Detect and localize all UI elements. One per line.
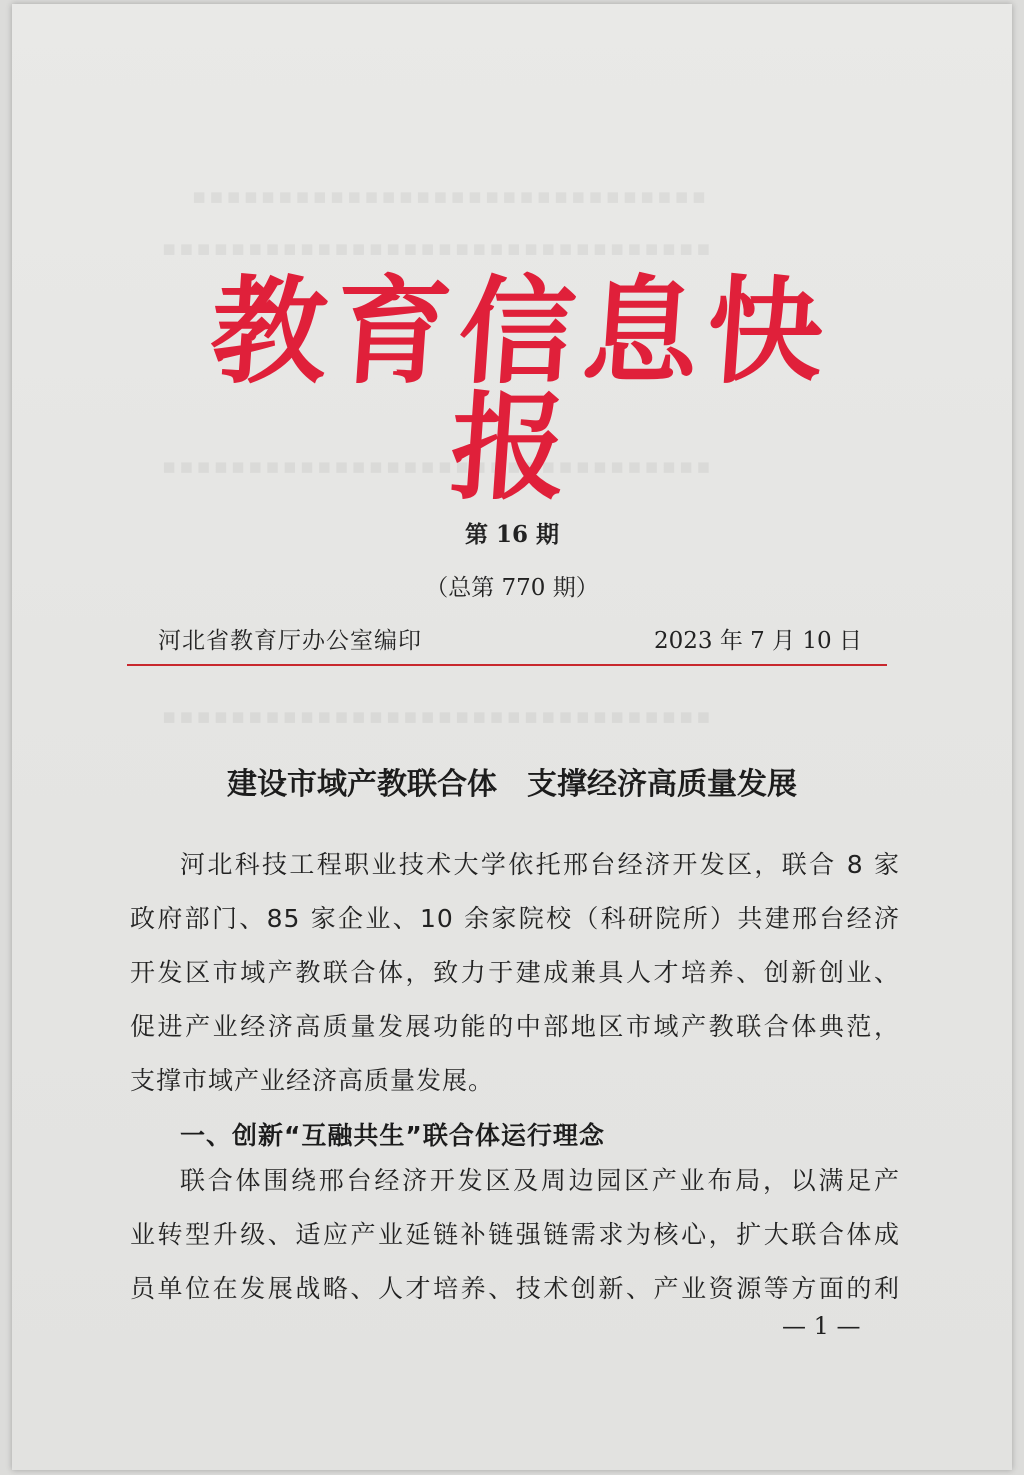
article-headline: 建设市域产教联合体 支撑经济高质量发展	[227, 767, 797, 802]
section-heading: 一、创新“互融共生”联合体运行理念	[180, 1121, 605, 1150]
page-number: — 1 —	[782, 1312, 861, 1340]
masthead-title: 教育信息快报	[206, 264, 836, 516]
paragraph-line: 支撑市域产业经济高质量发展。	[130, 1066, 495, 1095]
bleed-through-line: ▪▪▪▪▪▪▪▪▪▪▪▪▪▪▪▪▪▪▪▪▪▪▪▪▪▪▪▪▪▪▪▪	[162, 236, 714, 260]
bleed-through-line: ▪▪▪▪▪▪▪▪▪▪▪▪▪▪▪▪▪▪▪▪▪▪▪▪▪▪▪▪▪▪	[192, 184, 709, 208]
paragraph-line: 政府部门、85 家企业、10 余家院校（科研院所）共建邢台经济	[130, 904, 900, 933]
publication-date: 2023 年 7 月 10 日	[654, 628, 862, 654]
paragraph-line: 开发区市域产教联合体，致力于建成兼具人才培养、创新创业、	[130, 958, 900, 987]
issue-number: 第 16 期	[464, 521, 560, 548]
paragraph-line: 促进产业经济高质量发展功能的中部地区市域产教联合体典范，	[130, 1012, 900, 1041]
document-page	[12, 4, 1012, 1470]
paragraph-line: 联合体围绕邢台经济开发区及周边园区产业布局，以满足产	[180, 1166, 900, 1195]
paragraph-line: 员单位在发展战略、人才培养、技术创新、产业资源等方面的利	[130, 1274, 900, 1303]
bleed-through-line: ▪▪▪▪▪▪▪▪▪▪▪▪▪▪▪▪▪▪▪▪▪▪▪▪▪▪▪▪▪▪▪▪	[162, 454, 714, 478]
paragraph-line: 河北科技工程职业技术大学依托邢台经济开发区，联合 8 家	[180, 850, 900, 879]
issue-total-number: （总第 770 期）	[425, 575, 599, 601]
bleed-through-line: ▪▪▪▪▪▪▪▪▪▪▪▪▪▪▪▪▪▪▪▪▪▪▪▪▪▪▪▪▪▪▪▪	[162, 704, 714, 728]
paragraph-line: 业转型升级、适应产业延链补链强链需求为核心，扩大联合体成	[130, 1220, 900, 1249]
red-divider-rule	[127, 664, 887, 666]
publisher-line: 河北省教育厅办公室编印	[158, 628, 422, 654]
